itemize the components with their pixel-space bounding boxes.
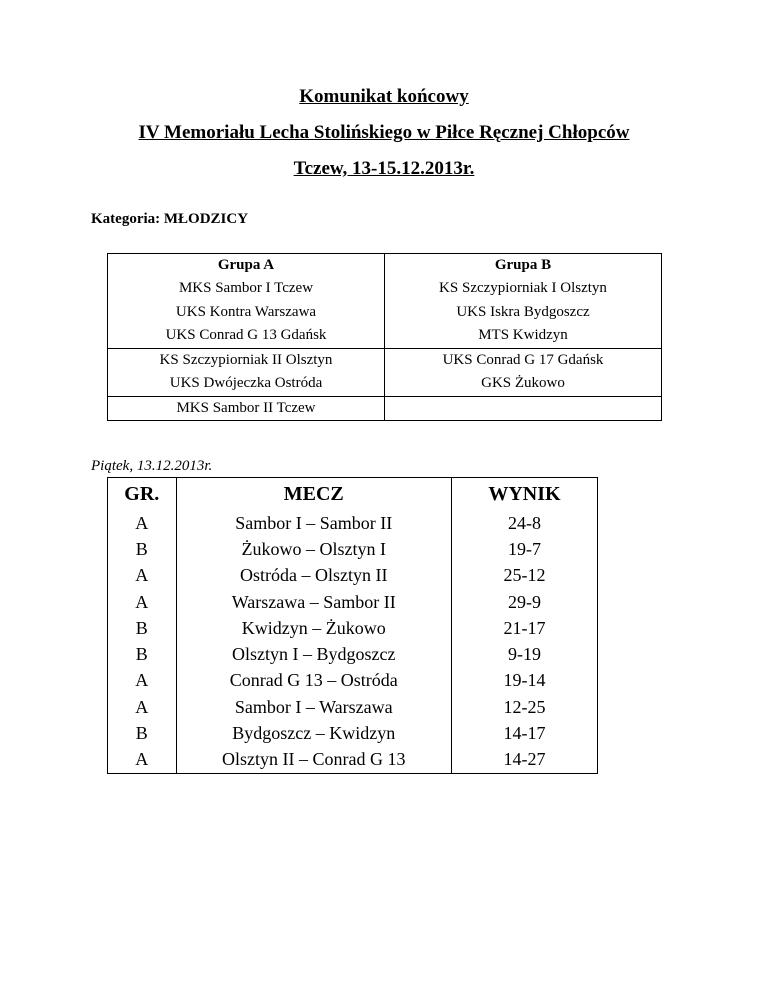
match-teams: Conrad G 13 – Ostróda <box>176 668 451 694</box>
match-group: A <box>108 563 177 589</box>
match-teams: Żukowo – Olsztyn I <box>176 536 451 562</box>
group-a-team: MKS Sambor I Tczew <box>108 277 385 301</box>
groups-header-row <box>108 254 662 278</box>
match-column-header: MECZ <box>176 478 451 511</box>
group-column-header: GR. <box>108 478 177 511</box>
match-teams: Ostróda – Olsztyn II <box>176 563 451 589</box>
match-row <box>108 747 598 774</box>
match-result: 14-27 <box>451 747 597 774</box>
match-row <box>108 589 598 615</box>
group-a-team: UKS Dwójeczka Ostróda <box>108 372 385 396</box>
group-row <box>108 348 662 372</box>
match-teams: Warszawa – Sambor II <box>176 589 451 615</box>
result-column-header: WYNIK <box>451 478 597 511</box>
group-a-team: KS Szczypiorniak II Olsztyn <box>108 348 385 372</box>
group-b-team: MTS Kwidzyn <box>385 324 662 348</box>
group-a-header: Grupa A <box>108 254 385 278</box>
group-b-team: UKS Iskra Bydgoszcz <box>385 301 662 325</box>
group-b-team <box>385 396 662 421</box>
match-group: A <box>108 510 177 536</box>
match-result: 29-9 <box>451 589 597 615</box>
group-a-team: UKS Kontra Warszawa <box>108 301 385 325</box>
match-row <box>108 510 598 536</box>
match-row <box>108 536 598 562</box>
match-result: 14-17 <box>451 720 597 746</box>
group-b-team: GKS Żukowo <box>385 372 662 396</box>
match-group: B <box>108 720 177 746</box>
match-teams: Olsztyn I – Bydgoszcz <box>176 641 451 667</box>
match-result: 24-8 <box>451 510 597 536</box>
match-result: 9-19 <box>451 641 597 667</box>
matches-table <box>107 477 598 774</box>
group-row <box>108 324 662 348</box>
group-row <box>108 277 662 301</box>
match-group: B <box>108 536 177 562</box>
day-label: Piątek, 13.12.2013r. <box>91 458 213 474</box>
matches-header-row <box>108 478 598 511</box>
match-row <box>108 694 598 720</box>
group-a-team: MKS Sambor II Tczew <box>108 396 385 421</box>
match-teams: Bydgoszcz – Kwidzyn <box>176 720 451 746</box>
group-b-header: Grupa B <box>385 254 662 278</box>
match-result: 25-12 <box>451 563 597 589</box>
place-and-date: Tczew, 13-15.12.2013r. <box>293 158 475 179</box>
category-label: Kategoria: MŁODZICY <box>91 211 249 227</box>
groups-table <box>107 253 662 421</box>
match-group: B <box>108 615 177 641</box>
match-teams: Sambor I – Sambor II <box>176 510 451 536</box>
match-row <box>108 615 598 641</box>
match-group: A <box>108 694 177 720</box>
match-result: 21-17 <box>451 615 597 641</box>
document-title: Komunikat końcowy <box>299 86 469 107</box>
match-row <box>108 720 598 746</box>
match-group: A <box>108 747 177 774</box>
match-result: 12-25 <box>451 694 597 720</box>
group-a-team: UKS Conrad G 13 Gdańsk <box>108 324 385 348</box>
group-b-team: KS Szczypiorniak I Olsztyn <box>385 277 662 301</box>
match-group: B <box>108 641 177 667</box>
group-row <box>108 301 662 325</box>
match-row <box>108 668 598 694</box>
match-group: A <box>108 668 177 694</box>
match-result: 19-7 <box>451 536 597 562</box>
group-b-team: UKS Conrad G 17 Gdańsk <box>385 348 662 372</box>
match-group: A <box>108 589 177 615</box>
match-row <box>108 563 598 589</box>
group-row <box>108 372 662 396</box>
match-result: 19-14 <box>451 668 597 694</box>
match-teams: Kwidzyn – Żukowo <box>176 615 451 641</box>
group-row <box>108 396 662 421</box>
match-teams: Olsztyn II – Conrad G 13 <box>176 747 451 774</box>
match-row <box>108 641 598 667</box>
tournament-name: IV Memoriału Lecha Stolińskiego w Piłce Ręcznej Chłopców <box>138 122 630 143</box>
match-teams: Sambor I – Warszawa <box>176 694 451 720</box>
